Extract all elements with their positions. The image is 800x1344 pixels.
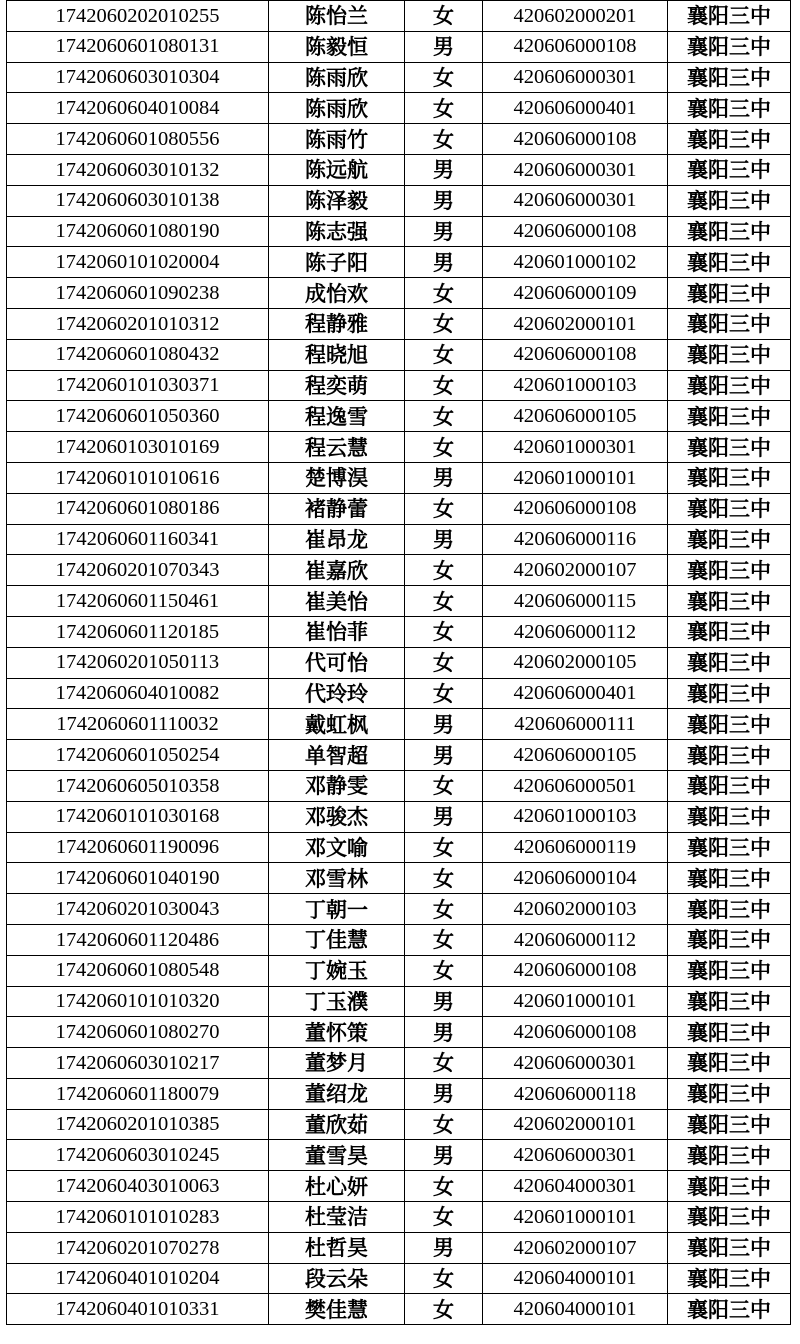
name-cell: 程晓旭 [269, 339, 405, 370]
school-name-cell: 襄阳三中 [668, 1294, 791, 1325]
student-list-table [6, 0, 791, 1325]
gender-cell: 女 [405, 1294, 483, 1325]
table-row [7, 1140, 791, 1171]
school-code-cell: 420606000301 [483, 185, 668, 216]
name-cell: 崔昂龙 [269, 524, 405, 555]
table-row [7, 586, 791, 617]
gender-cell: 女 [405, 1, 483, 32]
table-row [7, 555, 791, 586]
gender-cell: 男 [405, 247, 483, 278]
school-code-cell: 420601000103 [483, 801, 668, 832]
table-row [7, 678, 791, 709]
school-name-cell: 襄阳三中 [668, 154, 791, 185]
school-code-cell: 420606000108 [483, 955, 668, 986]
table-row [7, 124, 791, 155]
school-code-cell: 420606000108 [483, 124, 668, 155]
school-code-cell: 420606000301 [483, 154, 668, 185]
gender-cell: 女 [405, 124, 483, 155]
school-name-cell: 襄阳三中 [668, 31, 791, 62]
gender-cell: 女 [405, 62, 483, 93]
table-row [7, 524, 791, 555]
gender-cell: 女 [405, 678, 483, 709]
school-code-cell: 420606000301 [483, 1140, 668, 1171]
school-name-cell: 襄阳三中 [668, 801, 791, 832]
exam-id-cell: 1742060601180079 [7, 1078, 269, 1109]
name-cell: 单智超 [269, 740, 405, 771]
name-cell: 程云慧 [269, 432, 405, 463]
name-cell: 程逸雪 [269, 401, 405, 432]
gender-cell: 男 [405, 462, 483, 493]
school-name-cell: 襄阳三中 [668, 647, 791, 678]
gender-cell: 女 [405, 432, 483, 463]
table-row [7, 185, 791, 216]
exam-id-cell: 1742060401010331 [7, 1294, 269, 1325]
gender-cell: 女 [405, 647, 483, 678]
school-name-cell: 襄阳三中 [668, 462, 791, 493]
school-name-cell: 襄阳三中 [668, 401, 791, 432]
school-name-cell: 襄阳三中 [668, 62, 791, 93]
school-code-cell: 420606000105 [483, 401, 668, 432]
school-name-cell: 襄阳三中 [668, 1017, 791, 1048]
name-cell: 樊佳慧 [269, 1294, 405, 1325]
table-row [7, 709, 791, 740]
gender-cell: 女 [405, 1048, 483, 1079]
exam-id-cell: 1742060101030168 [7, 801, 269, 832]
exam-id-cell: 1742060603010245 [7, 1140, 269, 1171]
table-row [7, 1, 791, 32]
school-name-cell: 襄阳三中 [668, 370, 791, 401]
gender-cell: 女 [405, 555, 483, 586]
school-name-cell: 襄阳三中 [668, 740, 791, 771]
school-name-cell: 襄阳三中 [668, 555, 791, 586]
school-code-cell: 420606000301 [483, 62, 668, 93]
exam-id-cell: 1742060603010304 [7, 62, 269, 93]
exam-id-cell: 1742060601050254 [7, 740, 269, 771]
school-code-cell: 420602000101 [483, 1109, 668, 1140]
exam-id-cell: 1742060103010169 [7, 432, 269, 463]
school-name-cell: 襄阳三中 [668, 616, 791, 647]
school-name-cell: 襄阳三中 [668, 339, 791, 370]
school-code-cell: 420606000104 [483, 863, 668, 894]
table-row [7, 1294, 791, 1325]
name-cell: 崔美怡 [269, 586, 405, 617]
gender-cell: 女 [405, 955, 483, 986]
exam-id-cell: 1742060201010385 [7, 1109, 269, 1140]
school-name-cell: 襄阳三中 [668, 1078, 791, 1109]
school-name-cell: 襄阳三中 [668, 432, 791, 463]
gender-cell: 男 [405, 185, 483, 216]
exam-id-cell: 1742060201070278 [7, 1232, 269, 1263]
gender-cell: 女 [405, 1263, 483, 1294]
table-row [7, 1232, 791, 1263]
exam-id-cell: 1742060101030371 [7, 370, 269, 401]
exam-id-cell: 1742060601080548 [7, 955, 269, 986]
school-code-cell: 420606000118 [483, 1078, 668, 1109]
name-cell: 陈雨竹 [269, 124, 405, 155]
student-list-table-container [6, 0, 790, 1325]
gender-cell: 女 [405, 863, 483, 894]
table-row [7, 924, 791, 955]
gender-cell: 女 [405, 370, 483, 401]
gender-cell: 女 [405, 1109, 483, 1140]
gender-cell: 女 [405, 832, 483, 863]
table-row [7, 1048, 791, 1079]
exam-id-cell: 1742060601120185 [7, 616, 269, 647]
name-cell: 邓骏杰 [269, 801, 405, 832]
school-name-cell: 襄阳三中 [668, 770, 791, 801]
exam-id-cell: 1742060601080190 [7, 216, 269, 247]
name-cell: 董怀策 [269, 1017, 405, 1048]
school-code-cell: 420601000301 [483, 432, 668, 463]
table-row [7, 1109, 791, 1140]
exam-id-cell: 1742060101020004 [7, 247, 269, 278]
exam-id-cell: 1742060601040190 [7, 863, 269, 894]
school-name-cell: 襄阳三中 [668, 185, 791, 216]
exam-id-cell: 1742060601190096 [7, 832, 269, 863]
school-code-cell: 420606000108 [483, 493, 668, 524]
exam-id-cell: 1742060101010616 [7, 462, 269, 493]
gender-cell: 女 [405, 1202, 483, 1233]
school-name-cell: 襄阳三中 [668, 1232, 791, 1263]
gender-cell: 男 [405, 801, 483, 832]
gender-cell: 女 [405, 308, 483, 339]
table-row [7, 986, 791, 1017]
table-row [7, 370, 791, 401]
exam-id-cell: 1742060101010320 [7, 986, 269, 1017]
school-code-cell: 420601000101 [483, 986, 668, 1017]
table-row [7, 93, 791, 124]
school-name-cell: 襄阳三中 [668, 124, 791, 155]
school-code-cell: 420602000201 [483, 1, 668, 32]
school-name-cell: 襄阳三中 [668, 93, 791, 124]
exam-id-cell: 1742060601080556 [7, 124, 269, 155]
school-code-cell: 420606000111 [483, 709, 668, 740]
exam-id-cell: 1742060601080270 [7, 1017, 269, 1048]
exam-id-cell: 1742060603010217 [7, 1048, 269, 1079]
name-cell: 陈毅恒 [269, 31, 405, 62]
exam-id-cell: 1742060601110032 [7, 709, 269, 740]
table-row [7, 894, 791, 925]
gender-cell: 女 [405, 894, 483, 925]
table-row [7, 801, 791, 832]
exam-id-cell: 1742060201030043 [7, 894, 269, 925]
name-cell: 陈怡兰 [269, 1, 405, 32]
exam-id-cell: 1742060403010063 [7, 1171, 269, 1202]
name-cell: 戴虹枫 [269, 709, 405, 740]
exam-id-cell: 1742060603010132 [7, 154, 269, 185]
gender-cell: 女 [405, 493, 483, 524]
name-cell: 邓文喻 [269, 832, 405, 863]
table-row [7, 1171, 791, 1202]
school-code-cell: 420601000101 [483, 1202, 668, 1233]
gender-cell: 男 [405, 1140, 483, 1171]
name-cell: 杜哲昊 [269, 1232, 405, 1263]
school-name-cell: 襄阳三中 [668, 1048, 791, 1079]
school-name-cell: 襄阳三中 [668, 1109, 791, 1140]
school-code-cell: 420606000109 [483, 278, 668, 309]
name-cell: 丁佳慧 [269, 924, 405, 955]
school-code-cell: 420602000107 [483, 1232, 668, 1263]
exam-id-cell: 1742060601080131 [7, 31, 269, 62]
school-code-cell: 420601000102 [483, 247, 668, 278]
exam-id-cell: 1742060601080186 [7, 493, 269, 524]
table-row [7, 1078, 791, 1109]
exam-id-cell: 1742060202010255 [7, 1, 269, 32]
school-name-cell: 襄阳三中 [668, 986, 791, 1017]
name-cell: 程静雅 [269, 308, 405, 339]
school-code-cell: 420602000107 [483, 555, 668, 586]
name-cell: 董梦月 [269, 1048, 405, 1079]
school-code-cell: 420606000108 [483, 339, 668, 370]
exam-id-cell: 1742060601050360 [7, 401, 269, 432]
school-code-cell: 420602000101 [483, 308, 668, 339]
name-cell: 陈雨欣 [269, 62, 405, 93]
school-name-cell: 襄阳三中 [668, 278, 791, 309]
school-code-cell: 420606000115 [483, 586, 668, 617]
table-row [7, 31, 791, 62]
gender-cell: 女 [405, 616, 483, 647]
exam-id-cell: 1742060601150461 [7, 586, 269, 617]
table-row [7, 770, 791, 801]
school-code-cell: 420606000116 [483, 524, 668, 555]
exam-id-cell: 1742060601160341 [7, 524, 269, 555]
school-code-cell: 420602000103 [483, 894, 668, 925]
school-code-cell: 420606000105 [483, 740, 668, 771]
school-code-cell: 420606000301 [483, 1048, 668, 1079]
name-cell: 代玲玲 [269, 678, 405, 709]
exam-id-cell: 1742060601090238 [7, 278, 269, 309]
name-cell: 代可怡 [269, 647, 405, 678]
school-code-cell: 420606000108 [483, 1017, 668, 1048]
gender-cell: 女 [405, 1171, 483, 1202]
name-cell: 陈远航 [269, 154, 405, 185]
name-cell: 董绍龙 [269, 1078, 405, 1109]
table-row [7, 863, 791, 894]
table-row [7, 616, 791, 647]
school-name-cell: 襄阳三中 [668, 863, 791, 894]
table-row [7, 1202, 791, 1233]
school-name-cell: 襄阳三中 [668, 1171, 791, 1202]
table-row [7, 1263, 791, 1294]
school-code-cell: 420606000108 [483, 31, 668, 62]
table-row [7, 278, 791, 309]
gender-cell: 男 [405, 1078, 483, 1109]
school-name-cell: 襄阳三中 [668, 308, 791, 339]
table-row [7, 308, 791, 339]
name-cell: 陈子阳 [269, 247, 405, 278]
exam-id-cell: 1742060604010082 [7, 678, 269, 709]
gender-cell: 女 [405, 401, 483, 432]
school-name-cell: 襄阳三中 [668, 1263, 791, 1294]
gender-cell: 男 [405, 31, 483, 62]
table-row [7, 216, 791, 247]
name-cell: 陈泽毅 [269, 185, 405, 216]
school-code-cell: 420606000401 [483, 93, 668, 124]
table-row [7, 647, 791, 678]
name-cell: 程奕萌 [269, 370, 405, 401]
exam-id-cell: 1742060604010084 [7, 93, 269, 124]
gender-cell: 男 [405, 986, 483, 1017]
name-cell: 杜莹洁 [269, 1202, 405, 1233]
exam-id-cell: 1742060201050113 [7, 647, 269, 678]
school-code-cell: 420606000112 [483, 616, 668, 647]
school-name-cell: 襄阳三中 [668, 894, 791, 925]
name-cell: 董雪昊 [269, 1140, 405, 1171]
name-cell: 成怡欢 [269, 278, 405, 309]
school-code-cell: 420606000401 [483, 678, 668, 709]
gender-cell: 女 [405, 339, 483, 370]
school-code-cell: 420604000101 [483, 1263, 668, 1294]
gender-cell: 男 [405, 154, 483, 185]
school-name-cell: 襄阳三中 [668, 247, 791, 278]
school-code-cell: 420606000112 [483, 924, 668, 955]
table-row [7, 832, 791, 863]
table-row [7, 154, 791, 185]
table-row [7, 247, 791, 278]
name-cell: 段云朵 [269, 1263, 405, 1294]
table-body [7, 1, 791, 1325]
table-row [7, 462, 791, 493]
table-row [7, 62, 791, 93]
name-cell: 丁婉玉 [269, 955, 405, 986]
gender-cell: 女 [405, 586, 483, 617]
school-name-cell: 襄阳三中 [668, 216, 791, 247]
table-row [7, 401, 791, 432]
gender-cell: 女 [405, 93, 483, 124]
school-name-cell: 襄阳三中 [668, 832, 791, 863]
name-cell: 陈志强 [269, 216, 405, 247]
school-name-cell: 襄阳三中 [668, 1, 791, 32]
table-row [7, 1017, 791, 1048]
school-name-cell: 襄阳三中 [668, 1140, 791, 1171]
gender-cell: 男 [405, 524, 483, 555]
name-cell: 董欣茹 [269, 1109, 405, 1140]
school-name-cell: 襄阳三中 [668, 493, 791, 524]
school-code-cell: 420606000501 [483, 770, 668, 801]
table-row [7, 493, 791, 524]
exam-id-cell: 1742060603010138 [7, 185, 269, 216]
school-code-cell: 420601000101 [483, 462, 668, 493]
school-name-cell: 襄阳三中 [668, 524, 791, 555]
name-cell: 邓雪林 [269, 863, 405, 894]
exam-id-cell: 1742060201070343 [7, 555, 269, 586]
school-name-cell: 襄阳三中 [668, 955, 791, 986]
gender-cell: 女 [405, 770, 483, 801]
name-cell: 邓静雯 [269, 770, 405, 801]
school-name-cell: 襄阳三中 [668, 924, 791, 955]
exam-id-cell: 1742060101010283 [7, 1202, 269, 1233]
table-row [7, 339, 791, 370]
name-cell: 丁玉濮 [269, 986, 405, 1017]
gender-cell: 男 [405, 1017, 483, 1048]
school-code-cell: 420601000103 [483, 370, 668, 401]
table-row [7, 432, 791, 463]
school-name-cell: 襄阳三中 [668, 678, 791, 709]
name-cell: 楚博淏 [269, 462, 405, 493]
gender-cell: 女 [405, 924, 483, 955]
name-cell: 陈雨欣 [269, 93, 405, 124]
gender-cell: 男 [405, 1232, 483, 1263]
exam-id-cell: 1742060601120486 [7, 924, 269, 955]
school-code-cell: 420606000119 [483, 832, 668, 863]
name-cell: 杜心妍 [269, 1171, 405, 1202]
school-code-cell: 420604000301 [483, 1171, 668, 1202]
name-cell: 崔怡菲 [269, 616, 405, 647]
school-code-cell: 420602000105 [483, 647, 668, 678]
exam-id-cell: 1742060401010204 [7, 1263, 269, 1294]
name-cell: 崔嘉欣 [269, 555, 405, 586]
gender-cell: 男 [405, 216, 483, 247]
exam-id-cell: 1742060601080432 [7, 339, 269, 370]
school-code-cell: 420604000101 [483, 1294, 668, 1325]
gender-cell: 男 [405, 709, 483, 740]
table-row [7, 740, 791, 771]
name-cell: 褚静蕾 [269, 493, 405, 524]
gender-cell: 女 [405, 278, 483, 309]
exam-id-cell: 1742060201010312 [7, 308, 269, 339]
school-name-cell: 襄阳三中 [668, 586, 791, 617]
name-cell: 丁朝一 [269, 894, 405, 925]
exam-id-cell: 1742060605010358 [7, 770, 269, 801]
school-name-cell: 襄阳三中 [668, 1202, 791, 1233]
school-code-cell: 420606000108 [483, 216, 668, 247]
table-row [7, 955, 791, 986]
school-name-cell: 襄阳三中 [668, 709, 791, 740]
gender-cell: 男 [405, 740, 483, 771]
